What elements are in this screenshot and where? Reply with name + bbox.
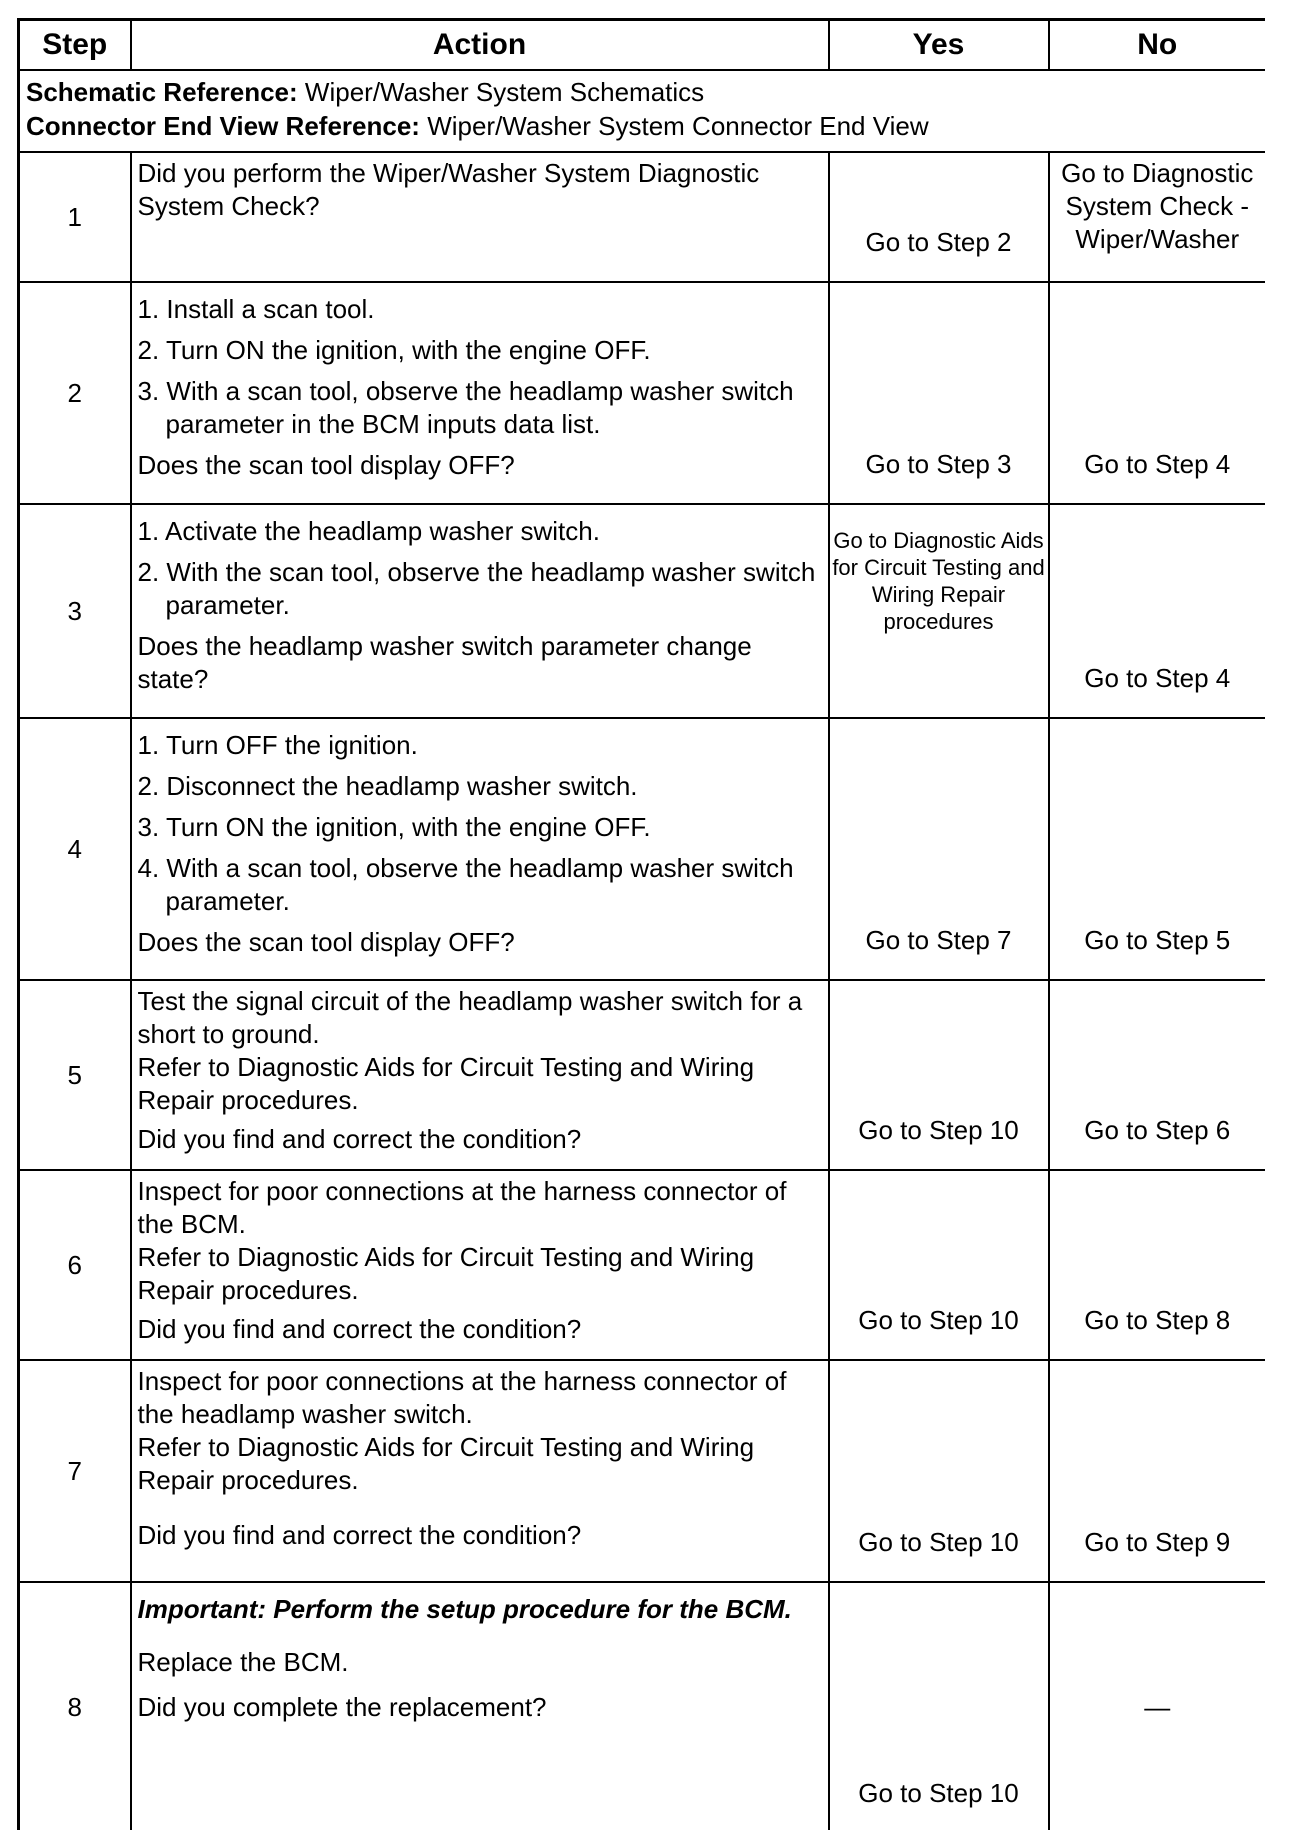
- yes-cell: Go to Step 10: [829, 980, 1049, 1170]
- table-row-step-4: [19, 718, 1266, 980]
- yes-cell: Go to Step 3: [829, 282, 1049, 504]
- action-text: Test the signal circuit of the headlamp washer switch for a short to ground.: [137, 986, 803, 1049]
- action-cell: [131, 152, 829, 282]
- list-item: 3. Turn ON the ignition, with the engine OFF.: [137, 812, 651, 842]
- step-number: 5: [19, 980, 131, 1170]
- table-row-step-5: [19, 980, 1266, 1170]
- connector-ref-label: Connector End View Reference:: [26, 111, 420, 141]
- question-text: Does the scan tool display OFF?: [137, 927, 515, 957]
- table-row-step-8: [19, 1582, 1266, 1830]
- schematic-ref-label: Schematic Reference:: [26, 77, 298, 107]
- step-number: 6: [19, 1170, 131, 1360]
- list-item: 2. Disconnect the headlamp washer switch.: [137, 771, 638, 801]
- refer-text: Refer to Diagnostic Aids for Circuit Testing and Wiring Repair procedures.: [137, 1242, 755, 1305]
- list-item: 1. Turn OFF the ignition.: [137, 730, 418, 760]
- connector-ref-value: Wiper/Washer System Connector End View: [427, 111, 929, 141]
- action-text: Inspect for poor connections at the harness connector of the BCM.: [137, 1176, 787, 1239]
- no-cell: Go to Step 6: [1049, 980, 1266, 1170]
- no-cell: Go to Step 4: [1049, 282, 1266, 504]
- schematic-ref-value: Wiper/Washer System Schematics: [304, 77, 705, 107]
- yes-cell: Go to Step 10: [829, 1170, 1049, 1360]
- list-item: 3. With a scan tool, observe the headlamp washer switch parameter in the BCM inputs data list.: [137, 376, 794, 439]
- question-text: Did you complete the replacement?: [137, 1692, 547, 1722]
- table-row-step-6: [19, 1170, 1266, 1360]
- list-item: 1. Activate the headlamp washer switch.: [137, 516, 600, 546]
- question-text: Did you find and correct the condition?: [137, 1124, 582, 1154]
- yes-cell: Go to Step 10: [829, 1360, 1049, 1582]
- important-note: Important: Perform the setup procedure for the BCM.: [137, 1594, 792, 1624]
- action-cell: [131, 504, 829, 718]
- list-item: 4. With a scan tool, observe the headlamp washer switch parameter.: [137, 853, 794, 916]
- action-text: Did you perform the Wiper/Washer System Diagnostic System Check?: [137, 158, 760, 221]
- refer-text: Refer to Diagnostic Aids for Circuit Testing and Wiring Repair procedures.: [137, 1052, 755, 1115]
- no-cell: Go to Step 4: [1049, 504, 1266, 718]
- question-text: Does the scan tool display OFF?: [137, 450, 515, 480]
- no-cell: Go to Step 8: [1049, 1170, 1266, 1360]
- reference-cell: [19, 70, 1266, 152]
- question-text: Did you find and correct the condition?: [137, 1314, 582, 1344]
- header-row: [19, 20, 1266, 71]
- action-text: Inspect for poor connections at the harness connector of the headlamp washer switch.: [137, 1366, 787, 1429]
- header-yes: Yes: [829, 20, 1049, 71]
- action-cell: [131, 980, 829, 1170]
- table-row-step-3: [19, 504, 1266, 718]
- no-cell: —: [1049, 1582, 1266, 1830]
- action-cell: [131, 1582, 829, 1830]
- reference-row: [19, 70, 1266, 152]
- question-text: Does the headlamp washer switch parameter change state?: [137, 631, 752, 694]
- step-number: 3: [19, 504, 131, 718]
- step-number: 4: [19, 718, 131, 980]
- diagnostic-table: [17, 18, 1265, 1830]
- action-cell: [131, 718, 829, 980]
- diagnostic-table-container: [17, 18, 1265, 1830]
- table-row-step-7: [19, 1360, 1266, 1582]
- table-row-step-1: [19, 152, 1266, 282]
- step-number: 1: [19, 152, 131, 282]
- question-text: Did you find and correct the condition?: [137, 1520, 582, 1550]
- header-step: Step: [19, 20, 131, 71]
- no-cell: Go to Diagnostic System Check - Wiper/Washer: [1049, 152, 1266, 282]
- action-cell: [131, 282, 829, 504]
- yes-cell: Go to Step 7: [829, 718, 1049, 980]
- action-text: Replace the BCM.: [137, 1647, 349, 1677]
- no-cell: Go to Step 9: [1049, 1360, 1266, 1582]
- no-cell: Go to Step 5: [1049, 718, 1266, 980]
- list-item: 2. Turn ON the ignition, with the engine OFF.: [137, 335, 651, 365]
- header-action: Action: [131, 20, 829, 71]
- step-number: 7: [19, 1360, 131, 1582]
- header-no: No: [1049, 20, 1266, 71]
- action-cell: [131, 1360, 829, 1582]
- yes-cell: Go to Step 10: [829, 1582, 1049, 1830]
- list-item: 1. Install a scan tool.: [137, 294, 375, 324]
- action-cell: [131, 1170, 829, 1360]
- yes-cell: Go to Diagnostic Aids for Circuit Testing and Wiring Repair procedures: [829, 504, 1049, 718]
- step-number: 2: [19, 282, 131, 504]
- refer-text: Refer to Diagnostic Aids for Circuit Testing and Wiring Repair procedures.: [137, 1432, 755, 1495]
- list-item: 2. With the scan tool, observe the headlamp washer switch parameter.: [137, 557, 816, 620]
- yes-cell: Go to Step 2: [829, 152, 1049, 282]
- table-row-step-2: [19, 282, 1266, 504]
- step-number: 8: [19, 1582, 131, 1830]
